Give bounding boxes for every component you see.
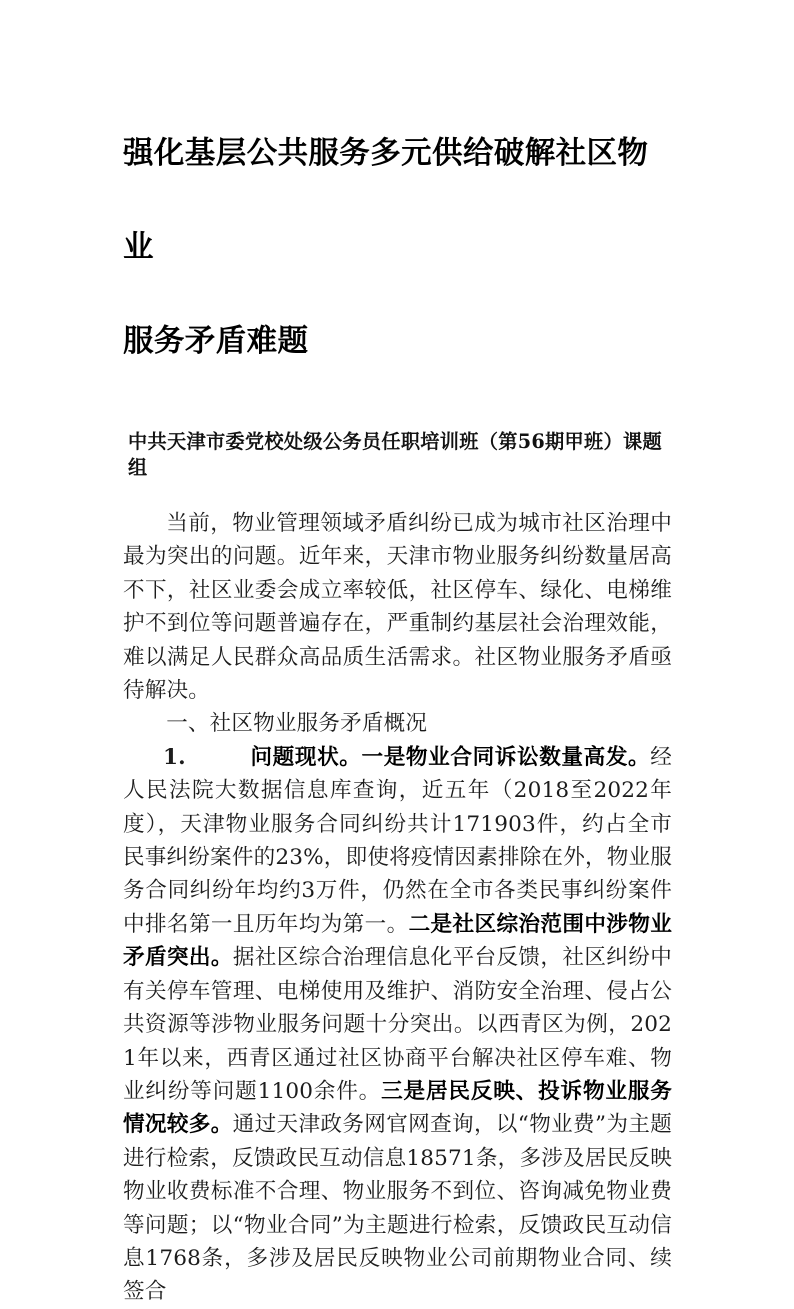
item-run-2: 据社区综合治理信息化平台反馈，社区纠纷中有关停车管理、电梯使用及维护、消防安全治理、侵占公共资源等涉物业服务问题十分突出。以西青区为例，2021年以来，西青区通过社区协商平台解决社区停车难、物业纠纷等问题1100余件。 xyxy=(123,945,672,1104)
section-heading: 一、社区物业服务矛盾概况 xyxy=(166,711,428,737)
page-title xyxy=(123,0,672,388)
item-number-label: 1. xyxy=(163,744,186,770)
item-run-1: 经人民法院大数据信息库查询，近五年（2018至2022年度），天津物业服务合同纠纷共计171903件，约占全市民事纠纷案件的23%，即使将疫情因素排除在外，物业服务合同纠纷年均约3万件，仍然在全市各类民事纠纷案件中排名第一且历年均为第一。 xyxy=(123,744,672,937)
item-lead-bold: 问题现状。一是物业合同诉讼数量高发。 xyxy=(250,744,651,770)
numbered-item-1 xyxy=(123,741,672,1309)
opening-paragraph: 当前，物业管理领域矛盾纠纷已成为城市社区治理中最为突出的问题。近年来，天津市物业服务纠纷数量居高不下，社区业委会成立率较低，社区停车、绿化、电梯维护不到位等问题普遍存在，严重制约基层社会治理效能，难以满足人民群众高品质生活需求。社区物业服务矛盾亟待解决。 xyxy=(123,511,672,704)
item-run-3: 通过天津政务网官网查询，以“物业费”为主题进行检索，反馈政民互动信息18571条，多涉及居民反映物业收费标准不合理、物业服务不到位、咨询减免物业费等问题；以“物业合同”为主题进行检索，反馈政民互动信息1768条，多涉及居民反映物业公司前期物业合同、续签合 xyxy=(123,1112,672,1305)
page-content xyxy=(123,0,672,1309)
page-title-line-1: 强化基层公共服务多元供给破解社区物业 xyxy=(123,135,649,265)
body-content xyxy=(123,481,672,1309)
byline: 中共天津市委党校处级公务员任职培训班（第56期甲班）课题组 xyxy=(128,430,662,479)
item-bold-3: 三是居民反映、投诉物业服务情况较多。 xyxy=(123,1078,673,1138)
item-bold-2: 二是社区综治范围中涉物业矛盾突出。 xyxy=(123,911,672,971)
page-title-line-2: 服务矛盾难题 xyxy=(123,323,309,359)
